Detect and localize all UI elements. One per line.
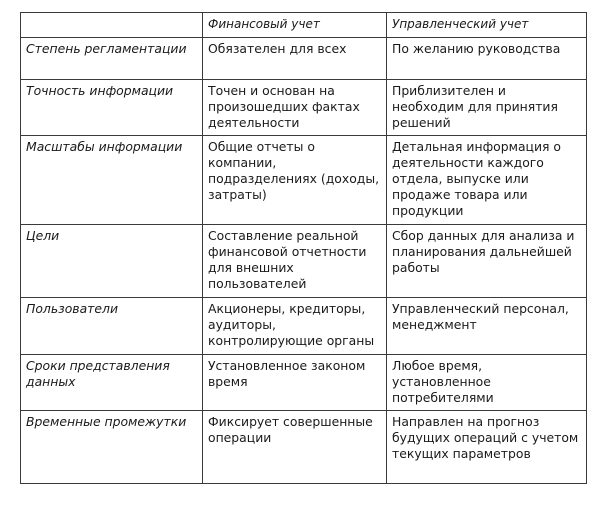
managerial-cell: Управленческий персонал, менеджмент xyxy=(387,298,587,355)
table-row xyxy=(21,298,587,355)
criterion-cell: Пользователи xyxy=(21,298,203,355)
managerial-cell: Детальная информация о деятельности каждого отдела, выпуске или продаже товара или продукции xyxy=(387,136,587,225)
financial-cell: Точен и основан на произошедших фактах деятельности xyxy=(203,80,387,136)
managerial-cell: Приблизителен и необходим для принятия решений xyxy=(387,80,587,136)
criterion-cell: Степень регламентации xyxy=(21,38,203,80)
table-row xyxy=(21,136,587,225)
criterion-cell: Сроки представления данных xyxy=(21,355,203,411)
criterion-cell: Точность информации xyxy=(21,80,203,136)
financial-cell: Установленное законом время xyxy=(203,355,387,411)
table-header-row xyxy=(21,13,587,38)
table-row xyxy=(21,225,587,298)
table-row xyxy=(21,355,587,411)
header-cell-managerial: Управленческий учет xyxy=(387,13,587,38)
header-cell-criterion xyxy=(21,13,203,38)
financial-cell: Фиксирует совершенные операции xyxy=(203,411,387,484)
criterion-cell: Временные промежутки xyxy=(21,411,203,484)
financial-cell: Составление реальной финансовой отчетности для внешних пользователей xyxy=(203,225,387,298)
table-row xyxy=(21,80,587,136)
financial-cell: Акционеры, кредиторы, аудиторы, контролирующие органы xyxy=(203,298,387,355)
criterion-cell: Цели xyxy=(21,225,203,298)
header-cell-financial: Финансовый учет xyxy=(203,13,387,38)
financial-cell: Обязателен для всех xyxy=(203,38,387,80)
table-row xyxy=(21,411,587,484)
financial-cell: Общие отчеты о компании, подразделениях (доходы, затраты) xyxy=(203,136,387,225)
table-row xyxy=(21,38,587,80)
managerial-cell: Сбор данных для анализа и планирования дальнейшей работы xyxy=(387,225,587,298)
managerial-cell: Любое время, установленное потребителями xyxy=(387,355,587,411)
managerial-cell: По желанию руководства xyxy=(387,38,587,80)
comparison-table xyxy=(20,12,587,484)
criterion-cell: Масштабы информации xyxy=(21,136,203,225)
managerial-cell: Направлен на прогноз будущих операций с учетом текущих параметров xyxy=(387,411,587,484)
